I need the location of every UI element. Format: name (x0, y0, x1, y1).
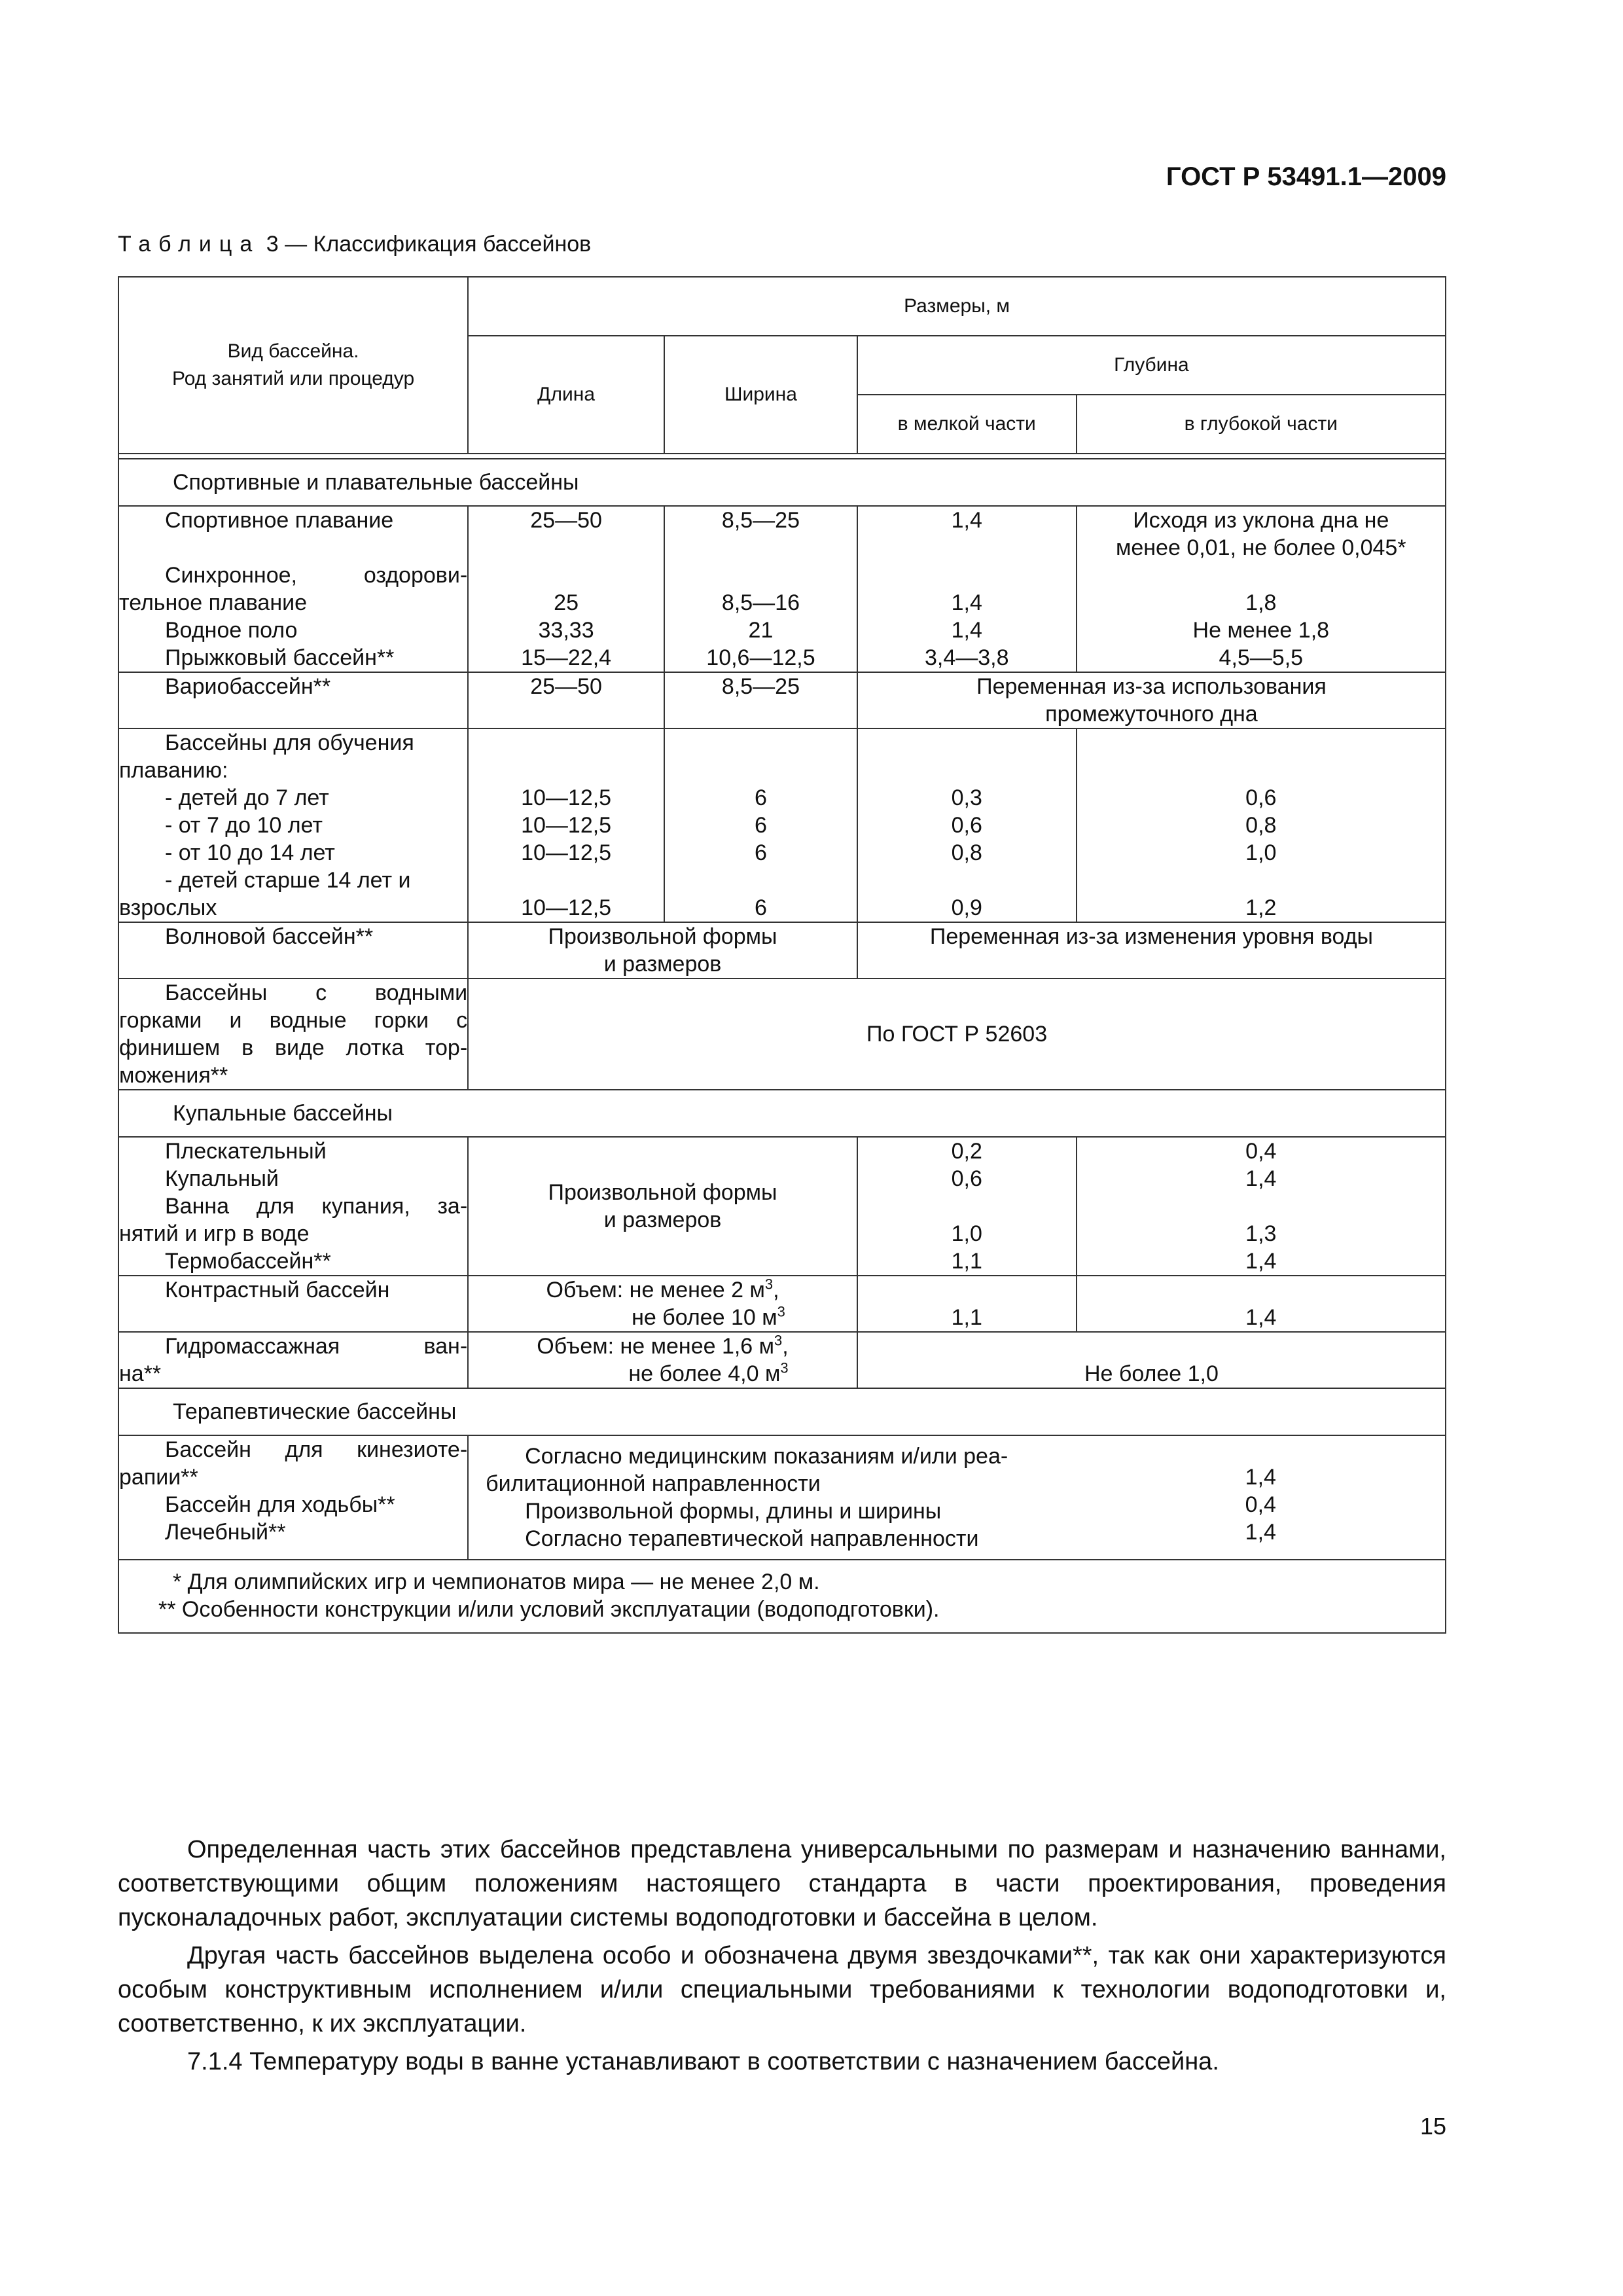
table-row: Спортивное плавание 25—50 8,5—25 1,4 Исходя из уклона дна не менее 0,01, не более 0,045* (118, 506, 1446, 562)
header-length: Длина (468, 336, 664, 454)
footnote-2: ** Особенности конструкции и/или условий эксплуатации (водоподготовки). (158, 1597, 940, 1622)
pool-classification-table (118, 276, 1446, 1634)
table-row: Прыжковый бассейн** 15—22,4 10,6—12,5 3,4—3,8 4,5—5,5 (118, 644, 1446, 672)
table-row: Волновой бассейн** Произвольной формы и размеров Переменная из-за изменения уровня воды (118, 922, 1446, 978)
paragraph-2: Другая часть бассейнов выделена особо и обозначена двумя звездочками**, так как они характеризуются особым конструктивным исполнением и/или специальными требованиями к технологии водоподготовки и, соответственно, к их эксплуатации. (118, 1942, 1446, 2037)
header-width: Ширина (664, 336, 857, 454)
body-paragraphs (118, 1833, 1446, 2079)
table-row: Гидромассажная ван- на** Объем: не менее 1,6 $м^3$, не более 4,0 $м^3$ Не более 1,0 (118, 1332, 1446, 1388)
caption-text: — Классификация бассейнов (278, 232, 592, 257)
table-row: Вариобассейн** 25—50 8,5—25 Переменная из-за использования промежуточного дна (118, 672, 1446, 728)
header-sizes: Размеры, м (468, 277, 1446, 336)
section-therapy: Терапевтические бассейны (118, 1388, 1446, 1435)
document-code: ГОСТ Р 53491.1—2009 (1166, 162, 1446, 191)
table-footnotes (118, 1560, 1446, 1633)
section-sport: Спортивные и плавательные бассейны (118, 459, 1446, 506)
table-row: Бассейны с водными горками и водные горки с финишем в виде лотка тор- можения** По ГОСТ Р 52603 (118, 978, 1446, 1090)
page-number: 15 (1419, 2113, 1446, 2140)
table-row: Бассейн для кинезиоте- рапии** Бассейн для ходьбы** Лечебный** Согласно медицинским показаниям и/или реа- билитационной направленности Произвольной формы, длины и ширины Согласно терапевтической направленности 1,4 0,4 1,4 (118, 1435, 1446, 1560)
table-row: Бассейны для обучения плаванию: - детей до 7 лет - от 7 до 10 лет - от 10 до 14 лет - детей старше 14 лет и взрослых 10—12,5 10—12,5 10—12,5 10—12,5 6 6 6 6 0,3 0,6 0,8 0,9 0,6 0,8 1,0 1,2 (118, 728, 1446, 922)
paragraph-1: Определенная часть этих бассейнов представлена универсальными по размерам и назначению ваннами, соответствующими общим положениям настоящего стандарта в части проектирования, проведения пусконаладочных работ, эксплуатации системы водоподготовки и бассейна в целом. (118, 1836, 1446, 1931)
table-row: Синхронное, оздорови- тельное плавание 25 8,5—16 1,4 1,8 (118, 562, 1446, 617)
table-caption (118, 232, 591, 257)
header-depth-shallow: в мелкой части (857, 395, 1077, 454)
header-depth-deep: в глубокой части (1077, 395, 1446, 454)
caption-prefix: Таблица (118, 232, 260, 257)
paragraph-3: 7.1.4 Температуру воды в ванне устанавливают в соответствии с назначением бассейна. (187, 2048, 1219, 2075)
table-row: Плескательный Купальный Ванна для купания, за- нятий и игр в воде Термобассейн** Произвольной формы и размеров 0,2 0,6 1,0 1,1 0,4 1,4 1,3 1,4 (118, 1137, 1446, 1276)
table-row: Водное поло 33,33 21 1,4 Не менее 1,8 (118, 617, 1446, 644)
footnote-1: * Для олимпийских игр и чемпионатов мира — не менее 2,0 м. (173, 1570, 820, 1594)
header-depth: Глубина (857, 336, 1446, 395)
caption-number: 3 (266, 232, 279, 257)
section-bathing: Купальные бассейны (118, 1090, 1446, 1137)
table-row: Контрастный бассейн Объем: не менее 2 $м^3$, не более 10 $м^3$ 1,1 1,4 (118, 1276, 1446, 1332)
header-kind: Вид бассейна. Род занятий или процедур (118, 277, 468, 454)
